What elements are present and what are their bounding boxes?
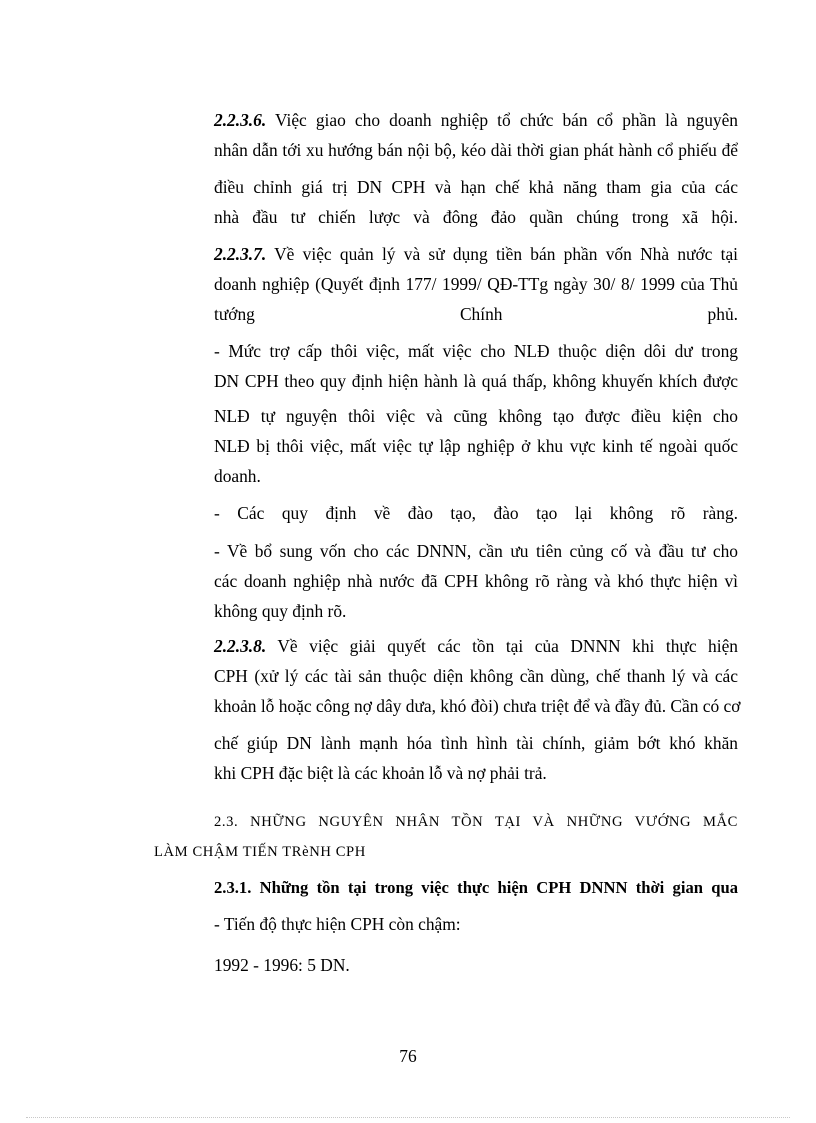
section-2-3-heading-cont <box>154 837 738 867</box>
page-bottom-divider <box>26 1117 790 1118</box>
text-line: NLĐ tự nguyện thôi việc và cũng không tạo được điều kiện cho <box>214 406 738 426</box>
paragraph-training <box>154 498 738 528</box>
paragraph-2-2-3-8 <box>154 631 741 721</box>
paragraph-capital <box>154 536 738 626</box>
text-line: Về việc quản lý và sử dụng tiền bán phần vốn Nhà nước tại <box>266 244 738 264</box>
paragraph-progress <box>154 909 738 939</box>
paragraph-2-2-3-6 <box>154 105 738 165</box>
text-line: không quy định rõ. <box>214 601 347 621</box>
text-line: DN CPH theo quy định hiện hành là quá thấp, không khuyến khích được <box>214 371 738 391</box>
paragraph-2-2-3-7 <box>154 239 738 329</box>
text-line: Về việc giải quyết các tồn tại của DNNN khi thực hiện <box>266 636 738 656</box>
text-line: tướng Chính phủ. <box>214 304 738 324</box>
text-line: NLĐ bị thôi việc, mất việc tự lập nghiệp ở khu vực kinh tế ngoài quốc <box>214 436 738 456</box>
page-number: 76 <box>399 1046 417 1066</box>
text-line: CPH (xử lý các tài sản thuộc diện không cần dùng, chế thanh lý và các <box>214 666 738 686</box>
text-line: các doanh nghiệp nhà nước đã CPH không rõ ràng và khó thực hiện vì <box>214 571 738 591</box>
text-line: nhà đầu tư chiến lược và đông đảo quần chúng trong xã hội. <box>214 207 738 227</box>
text-line: - Mức trợ cấp thôi việc, mất việc cho NLĐ thuộc diện dôi dư trong <box>214 341 738 361</box>
paragraph-severance <box>154 336 738 396</box>
heading-2-2-3-6: 2.2.3.6. <box>214 110 267 130</box>
text-line: 1992 - 1996: 5 DN. <box>214 955 350 975</box>
text-line: doanh. <box>214 466 261 486</box>
text-line: nhân dẫn tới xu hướng bán nội bộ, kéo dài thời gian phát hành cổ phiếu để <box>214 140 738 160</box>
text-line: khoản lỗ hoặc công nợ dây dưa, khó đòi) chưa triệt để và đầy đủ. Cần có cơ <box>214 696 741 716</box>
heading-2-2-3-7: 2.2.3.7. <box>214 244 267 264</box>
section-2-3-heading <box>154 807 738 837</box>
paragraph-continuation-2 <box>154 728 738 788</box>
section-title-line: LÀM CHẬM TIẾN TRèNH CPH <box>154 844 366 860</box>
subsection-2-3-1-heading <box>154 873 738 903</box>
text-line: điều chỉnh giá trị DN CPH và hạn chế khả năng tham gia của các <box>214 177 738 197</box>
text-line: - Tiến độ thực hiện CPH còn chậm: <box>214 914 461 934</box>
text-line: - Về bổ sung vốn cho các DNNN, cần ưu tiên củng cố và đầu tư cho <box>214 541 738 561</box>
text-line: Việc giao cho doanh nghiệp tổ chức bán cổ phần là nguyên <box>266 110 738 130</box>
heading-2-2-3-8: 2.2.3.8. <box>214 636 267 656</box>
text-line: - Các quy định về đào tạo, đào tạo lại không rõ ràng. <box>214 503 738 523</box>
text-line: khi CPH đặc biệt là các khoản lỗ và nợ phải trả. <box>214 763 547 783</box>
paragraph-continuation-1 <box>154 172 738 232</box>
text-line: doanh nghiệp (Quyết định 177/ 1999/ QĐ-TTg ngày 30/ 8/ 1999 của Thủ <box>214 274 738 294</box>
text-line: chế giúp DN lành mạnh hóa tình hình tài chính, giảm bớt khó khăn <box>214 733 738 753</box>
paragraph-voluntary-leave <box>154 401 738 491</box>
paragraph-progress-years <box>154 950 738 980</box>
section-title-line: 2.3. NHỮNG NGUYÊN NHÂN TỒN TẠI VÀ NHỮNG VƯỚNG MẮC <box>214 814 738 830</box>
subsection-title: 2.3.1. Những tồn tại trong việc thực hiện CPH DNNN thời gian qua <box>214 878 738 897</box>
